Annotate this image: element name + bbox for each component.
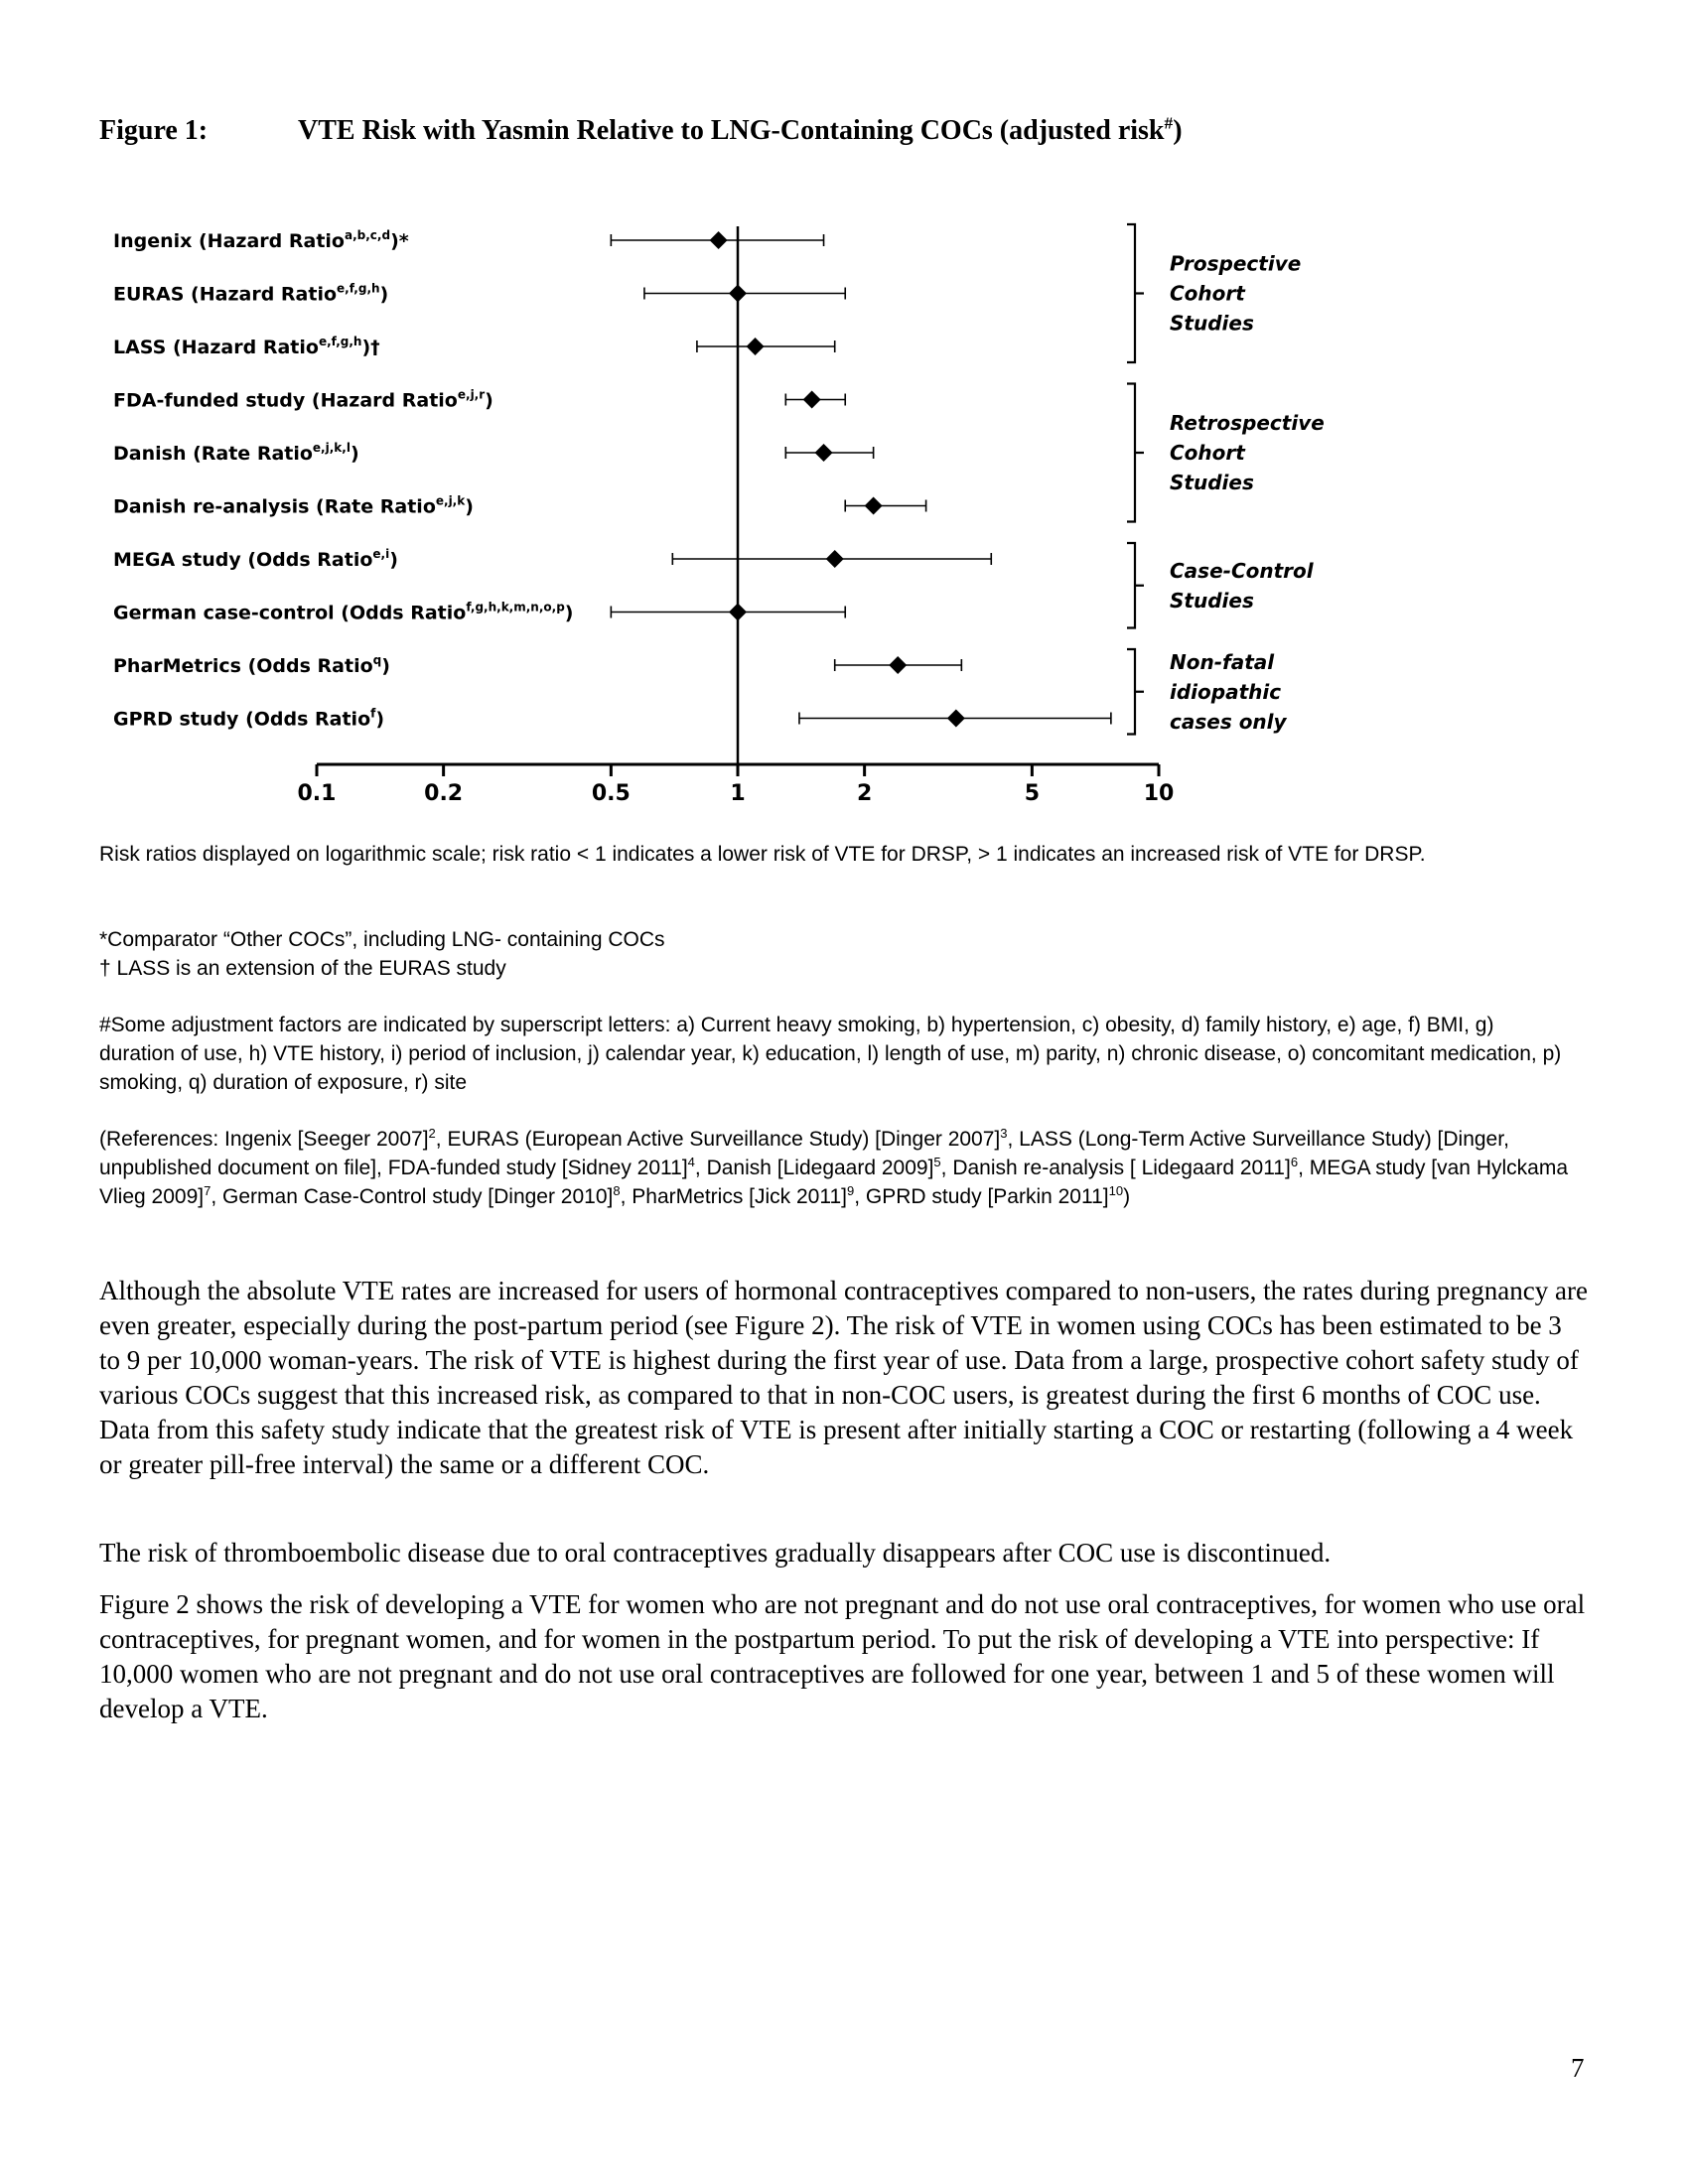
body-paragraph-3: Figure 2 shows the risk of developing a VTE for women who are not pregnant and do not use oral contraceptives, for women who use oral contraceptives, for pregnant women, and for women in the postpartum period. To put the risk of developing a VTE into perspective: If 10,000 women who are not pregnant and do not use oral contraceptives are followed for one year, between 1 and 5 of these women will develop a VTE.: [99, 1589, 1586, 1723]
figure-number: Figure 1:: [99, 115, 209, 146]
x-tick-label: 5: [1024, 781, 1041, 806]
group-label: Studies: [1170, 311, 1254, 336]
group-bracket: [1127, 224, 1144, 362]
group-label: cases only: [1170, 709, 1287, 734]
point-estimate: [865, 497, 883, 515]
row-label: Danish (Rate Ratio$^{e,j,k,l}$): [113, 441, 359, 465]
row-label: Ingenix (Hazard Ratio$^{a,b,c,d}$)*: [113, 228, 409, 252]
group-label: Cohort: [1170, 281, 1245, 306]
body-paragraph-2: The risk of thromboembolic disease due to oral contraceptives gradually disappears after COC use is discontinued.: [99, 1538, 1332, 1568]
body-paragraph-1: Although the absolute VTE rates are increased for users of hormonal contraceptives compared to non-users, the rates during pregnancy are even greater, especially during the post-partum period (see Figure 2). The risk of VTE in women using COCs has been estimated to be 3 to 9 per 10,000 woman-years. The risk of VTE is highest during the first year of use. Data from a large, prospective cohort safety study of various COCs suggest that this increased risk, as compared to that in non-COC users, is greatest during the first 6 months of COC use. Data from this safety study indicate that the greatest risk of VTE is present after initially starting a COC or restarting (following a 4 week or greater pill-free interval) the same or a different COC.: [99, 1276, 1588, 1479]
figure-title-sup: #: [1164, 113, 1174, 133]
point-estimate: [729, 604, 747, 621]
group-label: Cohort: [1170, 441, 1245, 465]
x-tick-label: 10: [1143, 781, 1175, 806]
row-label: MEGA study (Odds Ratio$^{e,i}$): [113, 547, 398, 571]
group-label: Case-Control: [1170, 558, 1314, 583]
x-tick-label: 0.2: [424, 781, 464, 806]
point-estimate: [803, 391, 821, 409]
row-label: Danish re-analysis (Rate Ratio$^{e,j,k}$): [113, 493, 474, 518]
group-label: Retrospective: [1170, 411, 1325, 435]
row-label: German case-control (Odds Ratio$^{f,g,h,k,m,n,o,p}$): [113, 600, 574, 624]
lass-note: † LASS is an extension of the EURAS study: [99, 957, 506, 980]
point-estimate: [729, 285, 747, 303]
group-bracket: [1127, 543, 1144, 628]
x-tick-label: 0.5: [591, 781, 631, 806]
group-label: Prospective: [1170, 251, 1302, 276]
figure-title-end: ): [1173, 115, 1183, 146]
forest-plot: [0, 0, 1688, 844]
adjustment-note: #Some adjustment factors are indicated by superscript letters: a) Current heavy smoking, b) hypertension, c) obesity, d) family history, e) age, f) BMI, g) duration of use, h) VTE history, i) period of inclusion, j) calendar year, k) education, l) length of use, m) parity, n) chronic disease, o) concomitant medication, p) smoking, q) duration of exposure, r) site: [99, 1014, 1562, 1094]
figure-title-text: VTE Risk with Yasmin Relative to LNG-Containing COCs (adjusted risk: [298, 115, 1165, 146]
x-tick-label: 1: [730, 781, 746, 806]
group-label: Studies: [1170, 471, 1254, 494]
scale-note: Risk ratios displayed on logarithmic scale; risk ratio < 1 indicates a lower risk of VTE for DRSP, > 1 indicates an increased risk of VTE for DRSP.: [99, 843, 1426, 866]
point-estimate: [747, 338, 765, 355]
references-note: (References: Ingenix [Seeger 2007]$^2$, EURAS (European Active Surveillance Study) [Dinger 2007]$^3$, LASS (Long-Term Active Surveillance Study) [Dinger, unpublished document on file], FDA-funded study [Sidney 2011]$^4$, Danish [Lidegaard 2009]$^5$, Danish re-analysis [ Lidegaard 2011]$^6$, MEGA study [van Hylckama Vlieg 2009]$^7$, German Case-Control study [Dinger 2010]$^8$, PharMetrics [Jick 2011]$^9$, GPRD study [Parkin 2011]$^{10}$): [99, 1126, 1569, 1208]
row-label: FDA-funded study (Hazard Ratio$^{e,j,r}$): [113, 387, 493, 412]
point-estimate: [815, 444, 833, 462]
row-label: LASS (Hazard Ratio$^{e,f,g,h}$)†: [113, 335, 380, 358]
row-label: GPRD study (Odds Ratio$^f$): [113, 706, 385, 731]
group-label: Non-fatal: [1170, 649, 1275, 674]
point-estimate: [710, 231, 728, 249]
group-bracket: [1127, 384, 1144, 522]
point-estimate: [889, 656, 907, 674]
point-estimate: [947, 710, 965, 728]
point-estimate: [826, 550, 844, 568]
comparator-note: *Comparator “Other COCs”, including LNG- containing COCs: [99, 928, 665, 951]
group-label: Studies: [1170, 588, 1254, 613]
x-tick-label: 2: [856, 781, 873, 806]
group-label: idiopathic: [1170, 679, 1282, 704]
page-number: 7: [1571, 2053, 1585, 2083]
row-label: EURAS (Hazard Ratio$^{e,f,g,h}$): [113, 281, 389, 306]
group-bracket: [1127, 649, 1144, 735]
x-tick-label: 0.1: [297, 781, 337, 806]
row-label: PharMetrics (Odds Ratio$^q$): [113, 653, 390, 677]
